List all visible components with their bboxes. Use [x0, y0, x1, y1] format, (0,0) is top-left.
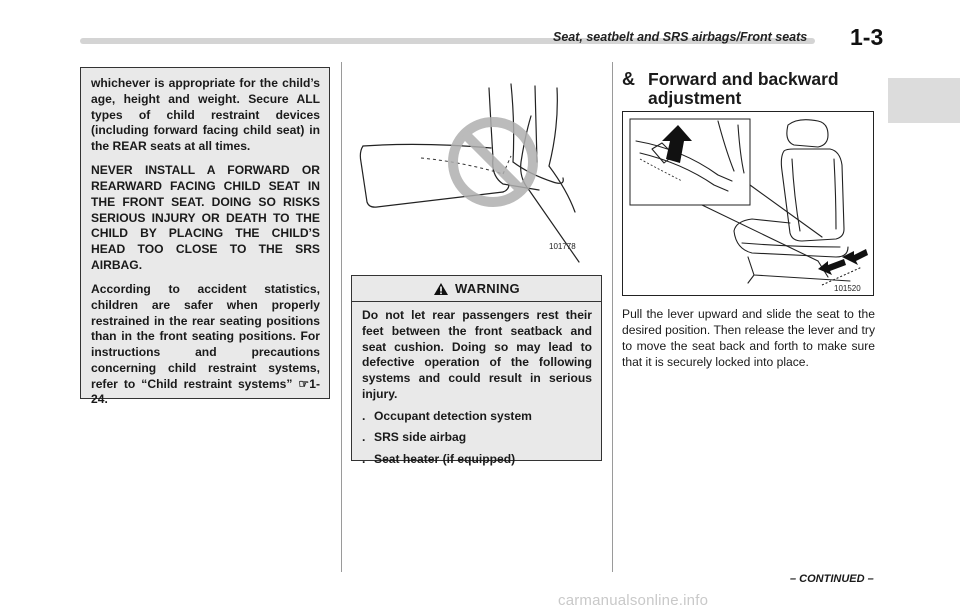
instruction-paragraph: Pull the lever upward and slide the seat to the desired position. Then release the lever and try to move the seat back and forth to make sure that it is securely locked into place.	[622, 307, 875, 369]
figure-number: 101778	[549, 242, 576, 251]
figure-number: 101520	[834, 284, 861, 293]
warning-header	[352, 276, 601, 302]
seat-feet-illustration	[353, 66, 601, 263]
page-number: 1-3	[850, 24, 884, 50]
warning-text: Do not let rear passengers rest their feet between the front seatback and seat cushion. Doing so may lead to defective operation of the following systems and could result in serious injury.	[362, 308, 592, 401]
column-divider-left	[341, 62, 342, 572]
section-marker: &	[622, 69, 635, 89]
continued-marker: – CONTINUED –	[790, 573, 874, 585]
warning-paragraph: whichever is appropriate for the child’s age, height and weight. Secure ALL types of child restraint devices (including forward facing child seat) in the REAR seats at all times.	[91, 76, 320, 153]
figure-seat-adjustment	[622, 111, 874, 296]
column-divider-right	[612, 62, 613, 572]
section-heading-text: Forward and backward adjustment	[648, 69, 839, 108]
site-watermark: carmanualsonline.info	[558, 592, 709, 609]
warning-paragraph: NEVER INSTALL A FORWARD OR REARWARD FACING CHILD SEAT IN THE FRONT SEAT. DOING SO RISKS SERIOUS INJURY OR DEATH TO THE CHILD BY PLACING THE CHILD’S HEAD TOO CLOSE TO THE SRS AIRBAG.	[91, 163, 320, 272]
warning-list-item: . SRS side airbag	[362, 430, 467, 445]
warning-triangle-icon	[433, 282, 449, 296]
seat-lever-illustration	[622, 111, 874, 296]
chapter-thumb-tab	[888, 78, 960, 123]
figure-no-feet-under-seat	[353, 66, 601, 263]
warning-continued-box	[80, 67, 330, 407]
warning-list-item: . Occupant detection system	[362, 408, 532, 423]
warning-title: WARNING	[455, 281, 520, 296]
warning-paragraph: According to accident statistics, children are safer when properly restrained in the rear seating positions than in the front seating positions. For instructions and precautions concerning child restraint systems, refer to “Child restraint systems” ☞1-24.	[91, 282, 320, 407]
warning-box	[351, 275, 602, 466]
section-heading	[622, 70, 872, 108]
warning-list-item: . Seat heater (if equipped)	[362, 452, 516, 466]
running-header: Seat, seatbelt and SRS airbags/Front seats	[553, 30, 808, 44]
warning-body	[352, 302, 601, 468]
